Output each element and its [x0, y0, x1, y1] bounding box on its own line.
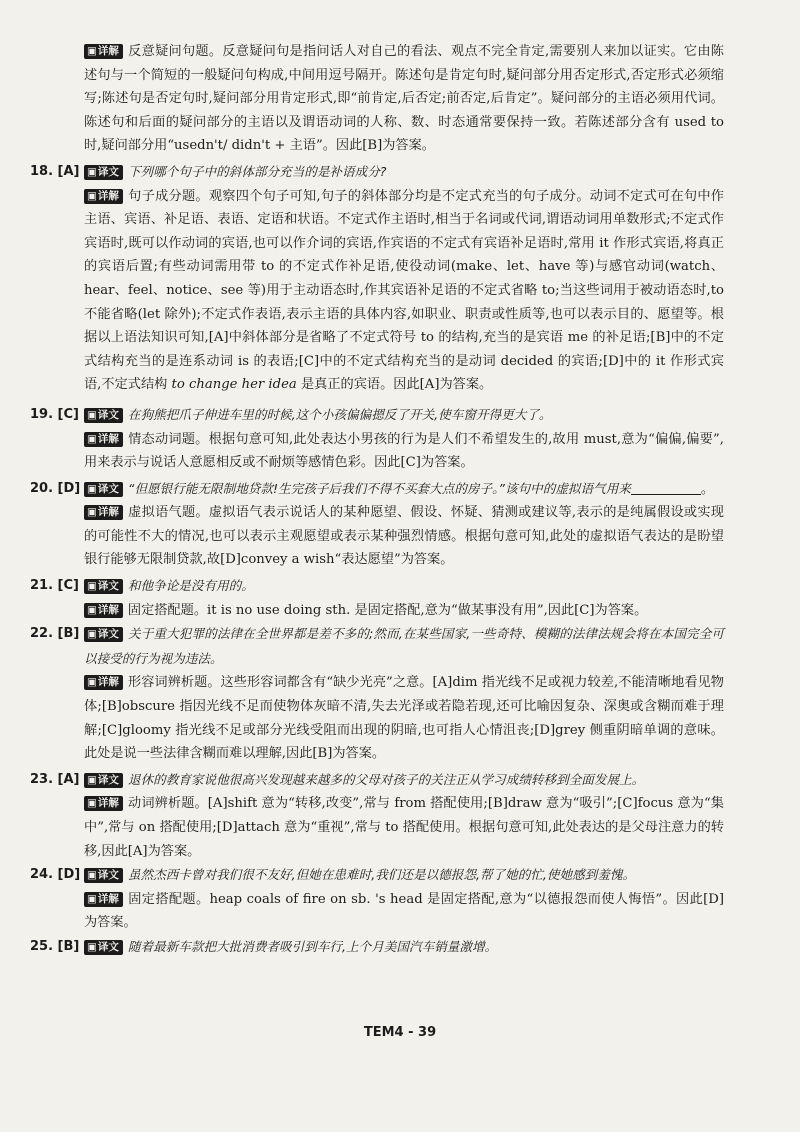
q20-detail-text: 虚拟语气题。虚拟语气表示说话人的某种愿望、假设、怀疑、猜测或建议等,表示的是纯属假设或实现的可能性不大的情况,也可以表示主观愿望或表示某种强烈情感。根据句意可知,此处的虚拟语气表达的是盼望银行能够无限制贷款,故[D]convey a wish“表达愿望”为答案。: [84, 505, 724, 568]
book-icon: ▣: [87, 628, 97, 641]
book-icon: ▣: [87, 892, 97, 905]
translation-tag: ▣译文: [84, 579, 123, 594]
q17-detail: [84, 40, 724, 158]
q18-detail-text: 句子成分题。观察四个句子可知,句子的斜体部分均是不定式充当的句子成分。动词不定式可在句中作主语、宾语、补足语、表语、定语和状语。不定式作主语时,相当于名词或代词,谓语动词用单数形式;不定式作宾语时,既可以作动词的宾语,也可以作介词的宾语,作宾语的不定式有宾语补足语时,常用 it 作形式宾语,将真正的宾语后置;有些动词需用带 to 的不定式作补足语,使役动词(make、let、have 等)与感官动词(watch、hear、feel、notice、see 等)用于主动语态时,作其宾语补足语的不定式省略 to;当这些词用于被动语态时,to 不能省略(let 除外);不定式作表语,表示主语的具体内容,如职业、职责或性质等,也可以表示目的、愿望等。根据以上语法知识可知,[A]中斜体部分是省略了不定式符号 to 的结构,充当的是宾语 me 的补足语;[B]中的不定式结构充当的是连系动词 is 的表语;[C]中的不定式结构充当的是动词 decided 的宾语;[D]中的 it 作形式宾语,不定式结构: [84, 188, 724, 393]
q19-translation-text: 在狗熊把爪子伸进车里的时候,这个小孩偏偏摁反了开关,使车窗开得更大了。: [127, 406, 552, 422]
book-icon: ▣: [87, 432, 97, 445]
q17-detail-text: 反意疑问句题。反意疑问句是指问话人对自己的看法、观点不完全肯定,需要别人来加以证实。它由陈述句与一个简短的一般疑问句构成,中间用逗号隔开。陈述句是肯定句时,疑问部分用否定形式,否定形式必须缩写;陈述句是否定句时,疑问部分用肯定形式,即“前肯定,后否定;前否定,后肯定”。疑问部分的主语必须用代词。陈述句和后面的疑问部分的主语以及谓语动词的人称、数、时态通常要保持一致。若陈述部分含有 used to 时,疑问部分用“usedn't/ didn't + 主语”。因此[B]为答案。: [84, 44, 724, 154]
book-icon: ▣: [87, 773, 97, 786]
answer-blank: [631, 480, 701, 495]
q21-translation-text: 和他争论是没有用的。: [127, 578, 254, 594]
q19-detail: [84, 428, 724, 475]
book-icon: ▣: [87, 676, 97, 689]
translation-tag: ▣译文: [84, 627, 123, 642]
q18-translation-text: 下列哪个句子中的斜体部分充当的是补语成分?: [127, 163, 387, 179]
q21-detail-text: 固定搭配题。it is no use doing sth. 是固定搭配,意为“做某事没有用”,因此[C]为答案。: [127, 602, 648, 618]
q18-detail-end: 是真正的宾语。因此[A]为答案。: [300, 377, 493, 393]
translation-tag: ▣译文: [84, 408, 123, 423]
translation-tag: ▣译文: [84, 482, 123, 497]
book-icon: ▣: [87, 940, 97, 953]
detail-tag: ▣详解: [84, 505, 123, 520]
book-icon: ▣: [87, 45, 97, 57]
q21-translation: [30, 574, 724, 599]
q18-translation: [30, 160, 724, 185]
translation-tag: ▣译文: [84, 165, 123, 180]
q18-number: 18. [A]: [30, 163, 80, 179]
detail-tag: ▣详解: [84, 432, 123, 447]
detail-tag: ▣详解: [84, 44, 123, 59]
translation-tag: ▣译文: [84, 940, 123, 955]
q25-translation-text: 随着最新车款把大批消费者吸引到车行,上个月美国汽车销量激增。: [127, 938, 498, 954]
q20-translation-text: “但愿银行能无限制地贷款!生完孩子后我们不得不买套大点的房子。”该句中的虚拟语气用来: [127, 480, 631, 496]
q22-number: 22. [B]: [30, 626, 80, 642]
q23-translation-text: 退休的教育家说他很高兴发现越来越多的父母对孩子的关注正从学习成绩转移到全面发展上。: [127, 771, 645, 787]
translation-tag: ▣译文: [84, 773, 123, 788]
detail-tag: ▣详解: [84, 892, 123, 907]
q23-translation: [30, 768, 724, 793]
detail-tag: ▣详解: [84, 603, 123, 618]
q19-detail-text: 情态动词题。根据句意可知,此处表达小男孩的行为是人们不希望发生的,故用 must,意为“偏偏,偏要”,用来表示与说话人意愿相反或不耐烦等感情色彩。因此[C]为答案。: [84, 431, 724, 471]
book-icon: ▣: [87, 797, 97, 810]
q22-translation-text: 关于重大犯罪的法律在全世界都是差不多的;然而,在某些国家,一些奇特、模糊的法律法规会将在本国完全可以接受的行为视为违法。: [84, 626, 724, 666]
q24-translation-text: 虽然杰西卡曾对我们很不友好,但她在患难时,我们还是以德报怨,帮了她的忙,使她感到羞愧。: [127, 867, 636, 883]
book-icon: ▣: [87, 603, 97, 616]
detail-tag: ▣详解: [84, 675, 123, 690]
document-body: [30, 40, 724, 960]
q22-translation: [30, 622, 724, 671]
q23-number: 23. [A]: [30, 771, 80, 787]
detail-tag: ▣详解: [84, 796, 123, 811]
book-icon: ▣: [87, 482, 97, 495]
q24-translation: [30, 863, 724, 888]
q21-number: 21. [C]: [30, 578, 79, 594]
page-number: TEM4 - 39: [363, 1025, 437, 1040]
q20-number: 20. [D]: [30, 480, 81, 496]
q22-detail-text: 形容词辨析题。这些形容词都含有“缺少光亮”之意。[A]dim 指光线不足或视力较差,不能清晰地看见物体;[B]obscure 指因光线不足而使物体灰暗不清,失去光泽或若隐若现,还可比喻因复杂、深奥或含糊而难于理解;[C]gloomy 指光线不足或部分光线受阻而出现的阴暗,也可指人心情沮丧;[D]grey 侧重阴暗单调的意味。此处是说一些法律含糊而难以理解,因此[B]为答案。: [84, 675, 724, 762]
q19-number: 19. [C]: [30, 406, 79, 422]
book-icon: ▣: [87, 408, 97, 421]
q20-detail: [84, 501, 724, 572]
q18-detail: [84, 185, 724, 397]
book-icon: ▣: [87, 506, 97, 519]
q23-detail: [84, 792, 724, 863]
q21-detail: [84, 599, 724, 623]
q19-translation: [30, 403, 724, 428]
q22-detail: [84, 671, 724, 765]
book-icon: ▣: [87, 189, 97, 202]
book-icon: ▣: [87, 165, 97, 178]
q24-detail-text: 固定搭配题。heap coals of fire on sb. 's head 是固定搭配,意为“以德报怨而使人悔悟”。因此[D]为答案。: [84, 891, 724, 931]
q24-detail: [84, 888, 724, 935]
q25-translation: [30, 935, 724, 960]
q24-number: 24. [D]: [30, 867, 81, 883]
translation-tag: ▣译文: [84, 868, 123, 883]
q20-translation: 20. [D] ▣译文 “但愿银行能无限制地贷款!生完孩子后我们不得不买套大点的房子。”该句中的虚拟语气用来 。: [84, 477, 724, 502]
book-icon: ▣: [87, 580, 97, 593]
q18-italic-phrase: to change her idea: [171, 377, 297, 393]
book-icon: ▣: [87, 869, 97, 882]
q23-detail-text: 动词辨析题。[A]shift 意为“转移,改变”,常与 from 搭配使用;[B]draw 意为“吸引”;[C]focus 意为“集中”,常与 on 搭配使用;[D]attach 意为“重视”,常与 to 搭配使用。根据句意可知,此处表达的是父母注意力的转移,因此[A]为答案。: [84, 796, 724, 859]
detail-tag: ▣详解: [84, 189, 123, 204]
q25-number: 25. [B]: [30, 938, 80, 954]
